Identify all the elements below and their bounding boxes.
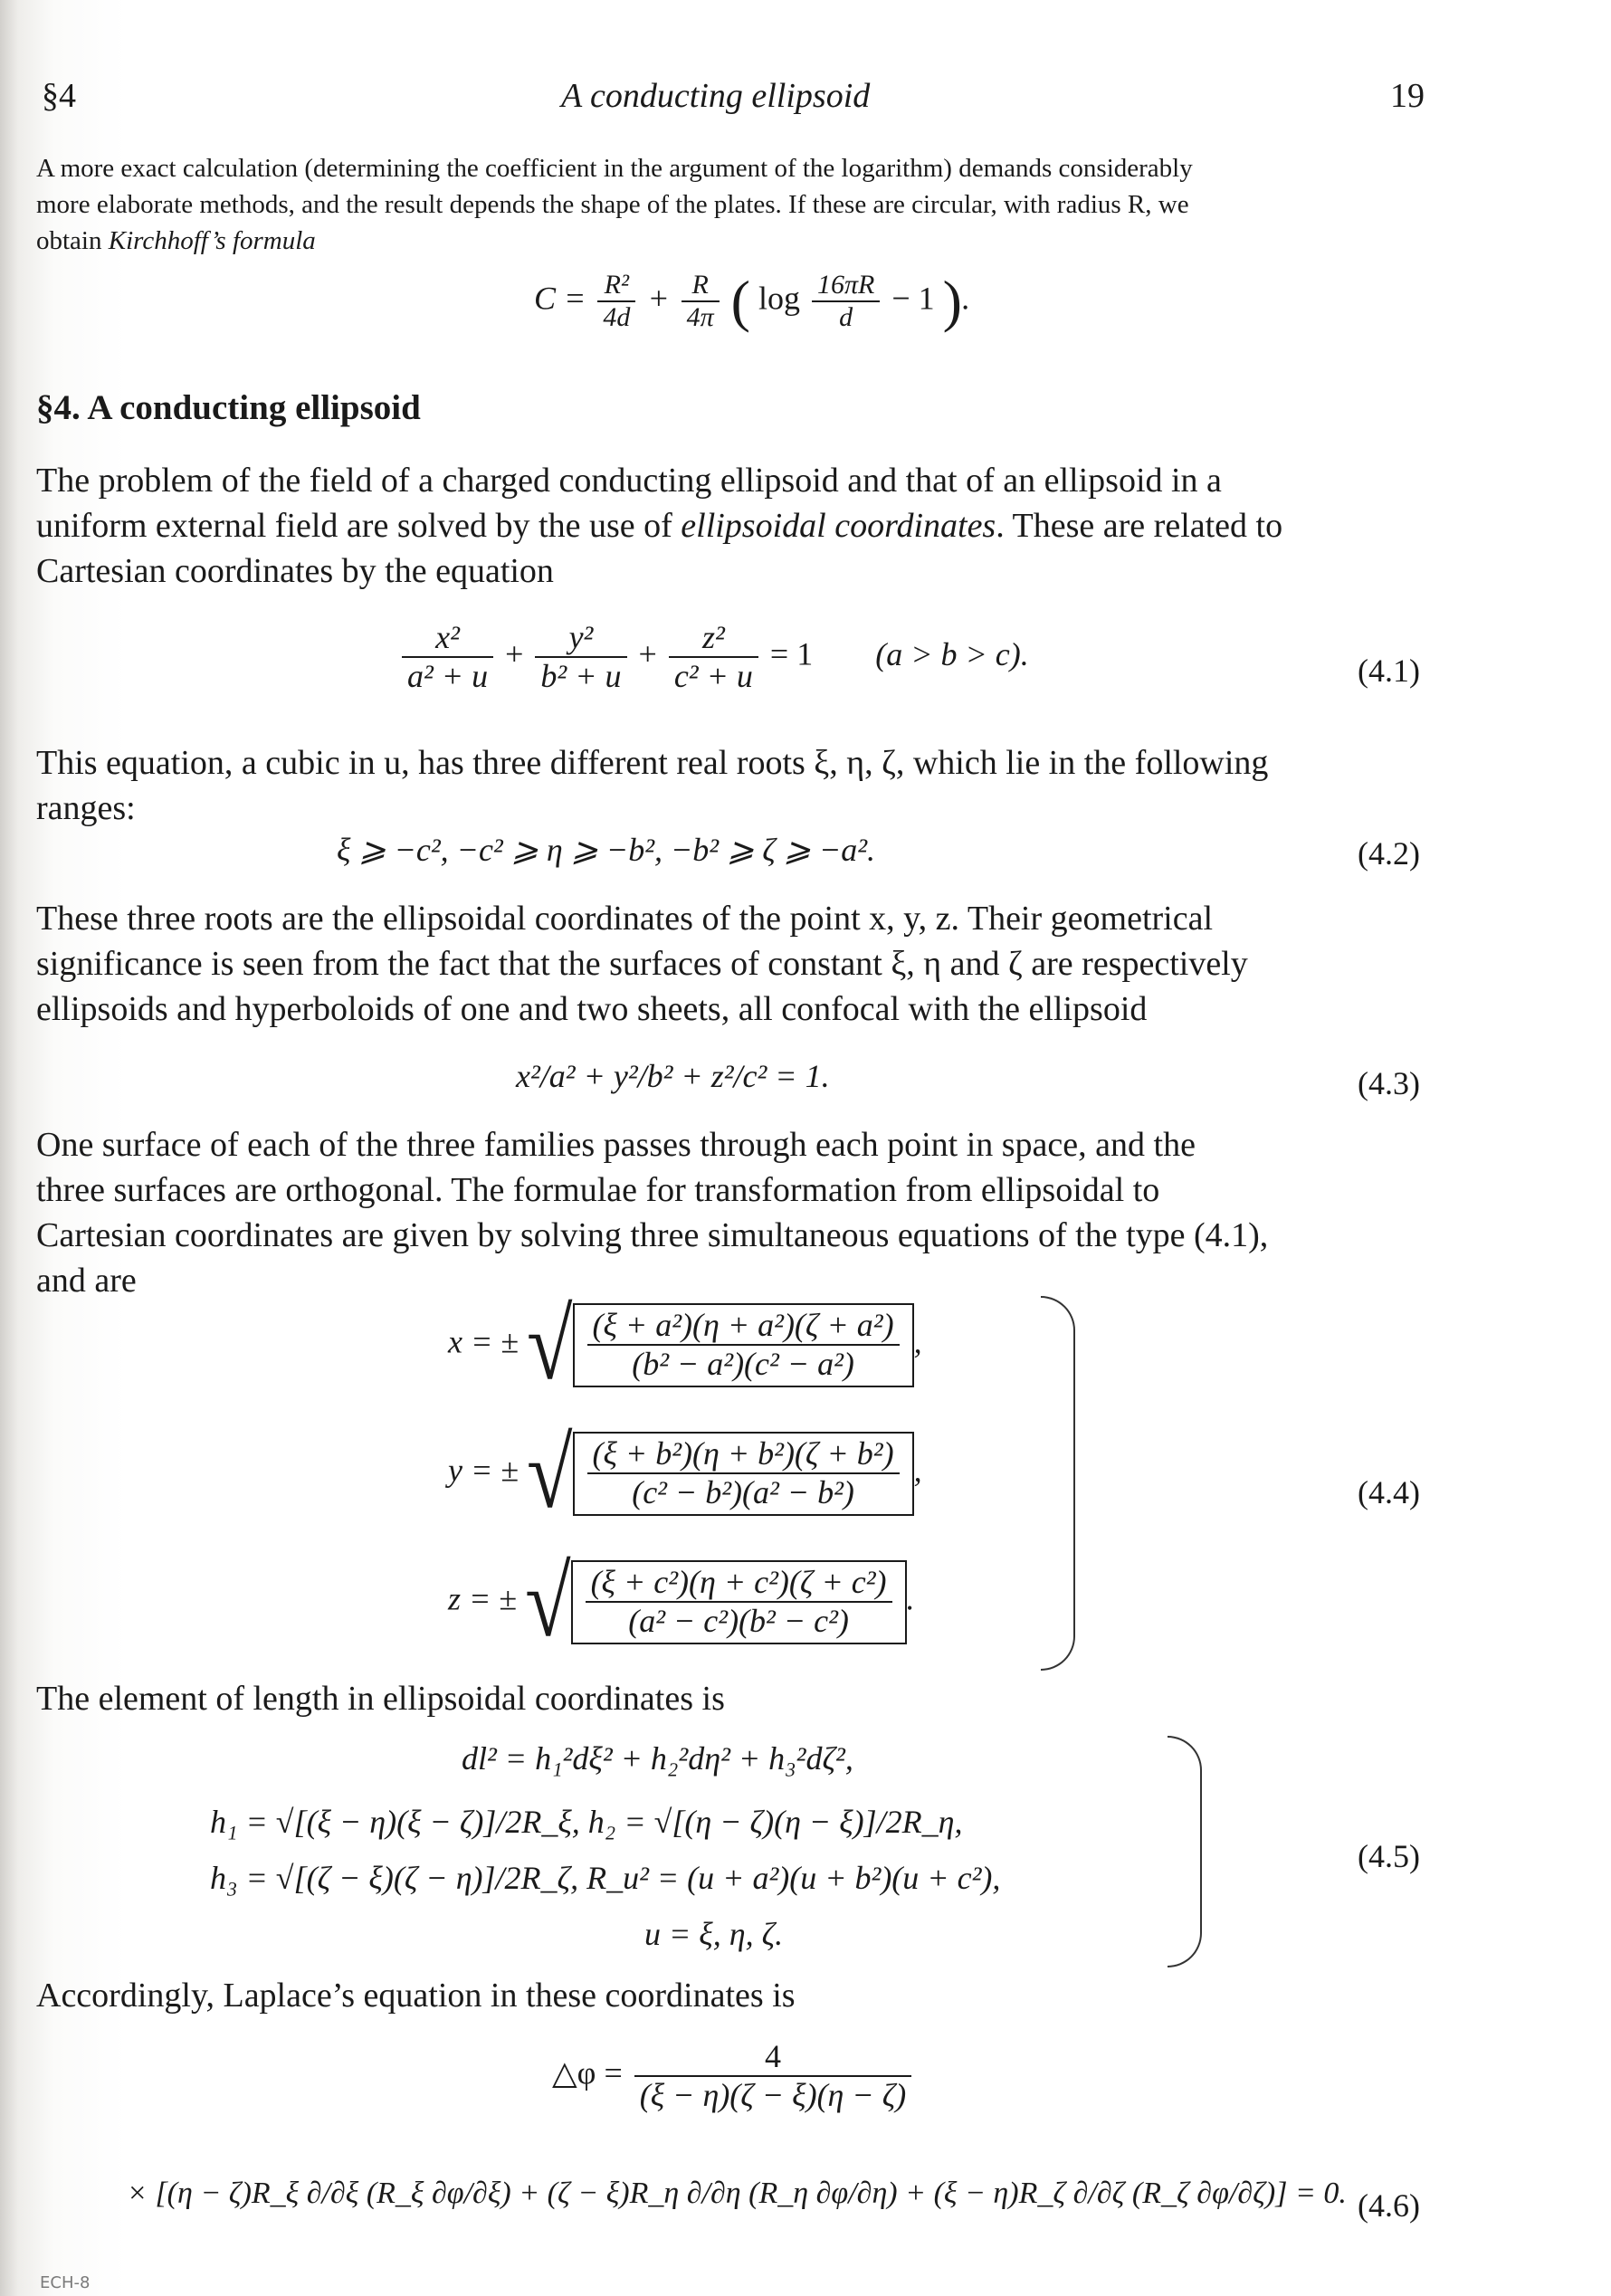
equation-4-1 — [398, 619, 1029, 696]
eq44-y-end: , — [913, 1452, 922, 1489]
eq41-term-3 — [669, 619, 758, 696]
eq44-z-bracket — [571, 1560, 907, 1644]
footer-mark: ECH-8 — [40, 2273, 91, 2292]
eq41-condition: (a > b > c). — [875, 635, 1029, 672]
kirchhoff-log: log — [758, 280, 800, 317]
kirchhoff-lhs: C = — [534, 280, 586, 317]
left-paren: ( — [730, 269, 750, 333]
page-number: 19 — [1390, 77, 1425, 115]
paragraph-5: The element of length in ellipsoidal coordinates is — [36, 1680, 725, 1718]
eq46-line-1 — [552, 2038, 915, 2115]
kirchhoff-tail: − 1 — [891, 280, 935, 317]
para2-line-2: ranges: — [36, 789, 136, 827]
eq41-plus-2: + — [638, 635, 657, 672]
eq44-z-row — [448, 1547, 915, 1658]
para1-line-1: The problem of the field of a charged conducting ellipsoid and that of an ellipsoid in a — [36, 462, 1222, 500]
eq44-z-num: (ξ + c²)(η + c²)(ζ + c²) — [586, 1564, 892, 1603]
intro-line-1: A more exact calculation (determining the coefficient in the argument of the logarithm) demands considerably — [36, 154, 1193, 183]
equation-4-2: ξ ⩾ −c², −c² ⩾ η ⩾ −b², −b² ⩾ ζ ⩾ −a². — [337, 832, 876, 868]
eq44-z-lhs: z = ± — [448, 1580, 518, 1617]
eq44-x-den: (b² − a²)(c² − a²) — [632, 1346, 854, 1383]
eq41-term-3-den: c² + u — [673, 658, 753, 695]
paragraph-1 — [36, 458, 1425, 594]
para4-line-2: three surfaces are orthogonal. The formulae for transformation from ellipsoidal to — [36, 1171, 1160, 1209]
eq44-x-frac — [587, 1307, 900, 1384]
eq44-x-lhs: x = ± — [448, 1323, 520, 1360]
paragraph-2 — [36, 740, 1425, 831]
para1-line-2 — [36, 503, 1425, 548]
para2-line-1: This equation, a cubic in u, has three different real roots ξ, η, ζ, which lie in the following — [36, 744, 1269, 782]
eq43-number: (4.3) — [1358, 1065, 1420, 1101]
kirchhoff-term-2-num: R — [682, 270, 720, 303]
kirchhoff-formula — [534, 268, 970, 335]
eq44-y-frac — [587, 1435, 900, 1512]
intro-line-2: more elaborate methods, and the result depends the shape of the plates. If these are circular, with radius R, we — [36, 190, 1189, 219]
eq46-den: (ξ − η)(ζ − ξ)(η − ζ) — [639, 2077, 907, 2114]
eq44-y-num: (ξ + b²)(η + b²)(ζ + b²) — [587, 1435, 900, 1474]
running-head-section: §4 — [42, 77, 76, 115]
section-heading: §4. A conducting ellipsoid — [36, 388, 421, 427]
eq41-term-2-den: b² + u — [540, 658, 622, 695]
eq45-line-3: h₃ = √[(ζ − ξ)(ζ − η)]/2R_ζ, R_u² = (u + a²)(u + b²)(u + c²), — [210, 1860, 1001, 1896]
para1-line-3: Cartesian coordinates by the equation — [36, 552, 554, 590]
eq41-plus-1: + — [505, 635, 524, 672]
intro-line-3 — [36, 223, 1425, 259]
eq46-number: (4.6) — [1358, 2187, 1420, 2224]
eq44-z-end: . — [906, 1580, 915, 1617]
eq44-z-den: (a² − c²)(b² − c²) — [628, 1603, 849, 1640]
para3-line-3: ellipsoids and hyperboloids of one and two sheets, all confocal with the ellipsoid — [36, 990, 1148, 1028]
para4-line-3: Cartesian coordinates are given by solving three simultaneous equations of the type (4.1), — [36, 1216, 1269, 1254]
intro-line-3-text: obtain — [36, 226, 109, 255]
eq41-term-2 — [535, 619, 626, 696]
right-paren: ) — [942, 269, 962, 333]
eq41-term-1-num: x² — [402, 619, 493, 658]
kirchhoff-term-1 — [597, 270, 635, 334]
kirchhoff-term-3 — [812, 270, 880, 334]
paragraph-6: Accordingly, Laplace’s equation in these coordinates is — [36, 1977, 796, 2015]
eq46-num: 4 — [634, 2038, 912, 2077]
paragraph-3 — [36, 896, 1425, 1032]
eq46-lhs: △φ = — [552, 2054, 623, 2091]
kirchhoff-term-2 — [682, 270, 720, 334]
eq44-y-lhs: y = ± — [448, 1452, 520, 1489]
sqrt-icon: √ — [525, 1547, 571, 1658]
para1-line-2c: . These are related to — [996, 507, 1283, 545]
kirchhoff-term-3-den: d — [839, 302, 853, 332]
kirchhoff-plus: + — [647, 280, 670, 317]
sqrt-icon: √ — [527, 1290, 573, 1401]
kirchhoff-end: . — [961, 280, 970, 317]
para3-line-2: significance is seen from the fact that the surfaces of constant ξ, η and ζ are respectively — [36, 945, 1248, 983]
para1-line-2a: uniform external field are solved by the use of — [36, 507, 682, 545]
right-brace-icon — [1041, 1296, 1075, 1671]
eq41-term-1 — [402, 619, 493, 696]
eq44-y-den: (c² − b²)(a² − b²) — [632, 1474, 854, 1511]
running-head — [0, 76, 1611, 130]
running-head-title: A conducting ellipsoid — [561, 77, 871, 115]
eq44-number: (4.4) — [1358, 1474, 1420, 1510]
eq45-line-4: u = ξ, η, ζ. — [644, 1916, 784, 1952]
eq41-number: (4.1) — [1358, 653, 1420, 689]
eq45-line-1: dl² = h₁²dξ² + h₂²dη² + h₃²dζ², — [462, 1740, 853, 1777]
para4-line-4: and are — [36, 1262, 137, 1300]
eq44-x-bracket — [573, 1303, 914, 1387]
eq44-x-num: (ξ + a²)(η + a²)(ζ + a²) — [587, 1307, 900, 1346]
eq41-term-3-num: z² — [669, 619, 758, 658]
eq41-rhs: = 1 — [769, 635, 814, 672]
para1-emphasis: ellipsoidal coordinates — [681, 507, 996, 545]
intro-paragraph — [36, 150, 1425, 259]
eq41-term-2-num: y² — [535, 619, 626, 658]
eq41-term-1-den: a² + u — [407, 658, 489, 695]
sqrt-icon: √ — [527, 1418, 573, 1529]
right-brace-icon — [1168, 1736, 1202, 1967]
eq44-y-bracket — [573, 1432, 914, 1516]
kirchhoff-term-2-den: 4π — [686, 302, 714, 332]
eq42-number: (4.2) — [1358, 835, 1420, 872]
eq44-x-row — [448, 1290, 922, 1401]
equation-4-3: x²/a² + y²/b² + z²/c² = 1. — [516, 1058, 830, 1094]
kirchhoff-term-3-num: 16πR — [812, 270, 880, 303]
eq44-y-row — [448, 1418, 922, 1529]
eq45-line-2: h₁ = √[(ξ − η)(ξ − ζ)]/2R_ξ, h₂ = √[(η − ζ)(η − ξ)]/2R_η, — [210, 1804, 963, 1840]
eq44-x-end: , — [913, 1323, 922, 1360]
kirchhoff-term-1-den: 4d — [603, 302, 631, 332]
kirchhoff-term-1-num: R² — [597, 270, 635, 303]
para3-line-1: These three roots are the ellipsoidal coordinates of the point x, y, z. Their geometrical — [36, 900, 1213, 938]
intro-emphasis: Kirchhoff’s formula — [108, 226, 316, 255]
eq45-number: (4.5) — [1358, 1838, 1420, 1874]
eq46-frac — [634, 2038, 912, 2115]
eq46-line-2: × [(η − ζ)R_ξ ∂/∂ξ (R_ξ ∂φ/∂ξ) + (ζ − ξ)R_η ∂/∂η (R_η ∂φ/∂η) + (ξ − η)R_ζ ∂/∂ζ (R_ζ ∂φ/∂ζ)] = 0. — [127, 2177, 1347, 2210]
para4-line-1: One surface of each of the three families passes through each point in space, and the — [36, 1126, 1196, 1164]
eq44-z-frac — [586, 1564, 892, 1641]
paragraph-4 — [36, 1122, 1425, 1303]
